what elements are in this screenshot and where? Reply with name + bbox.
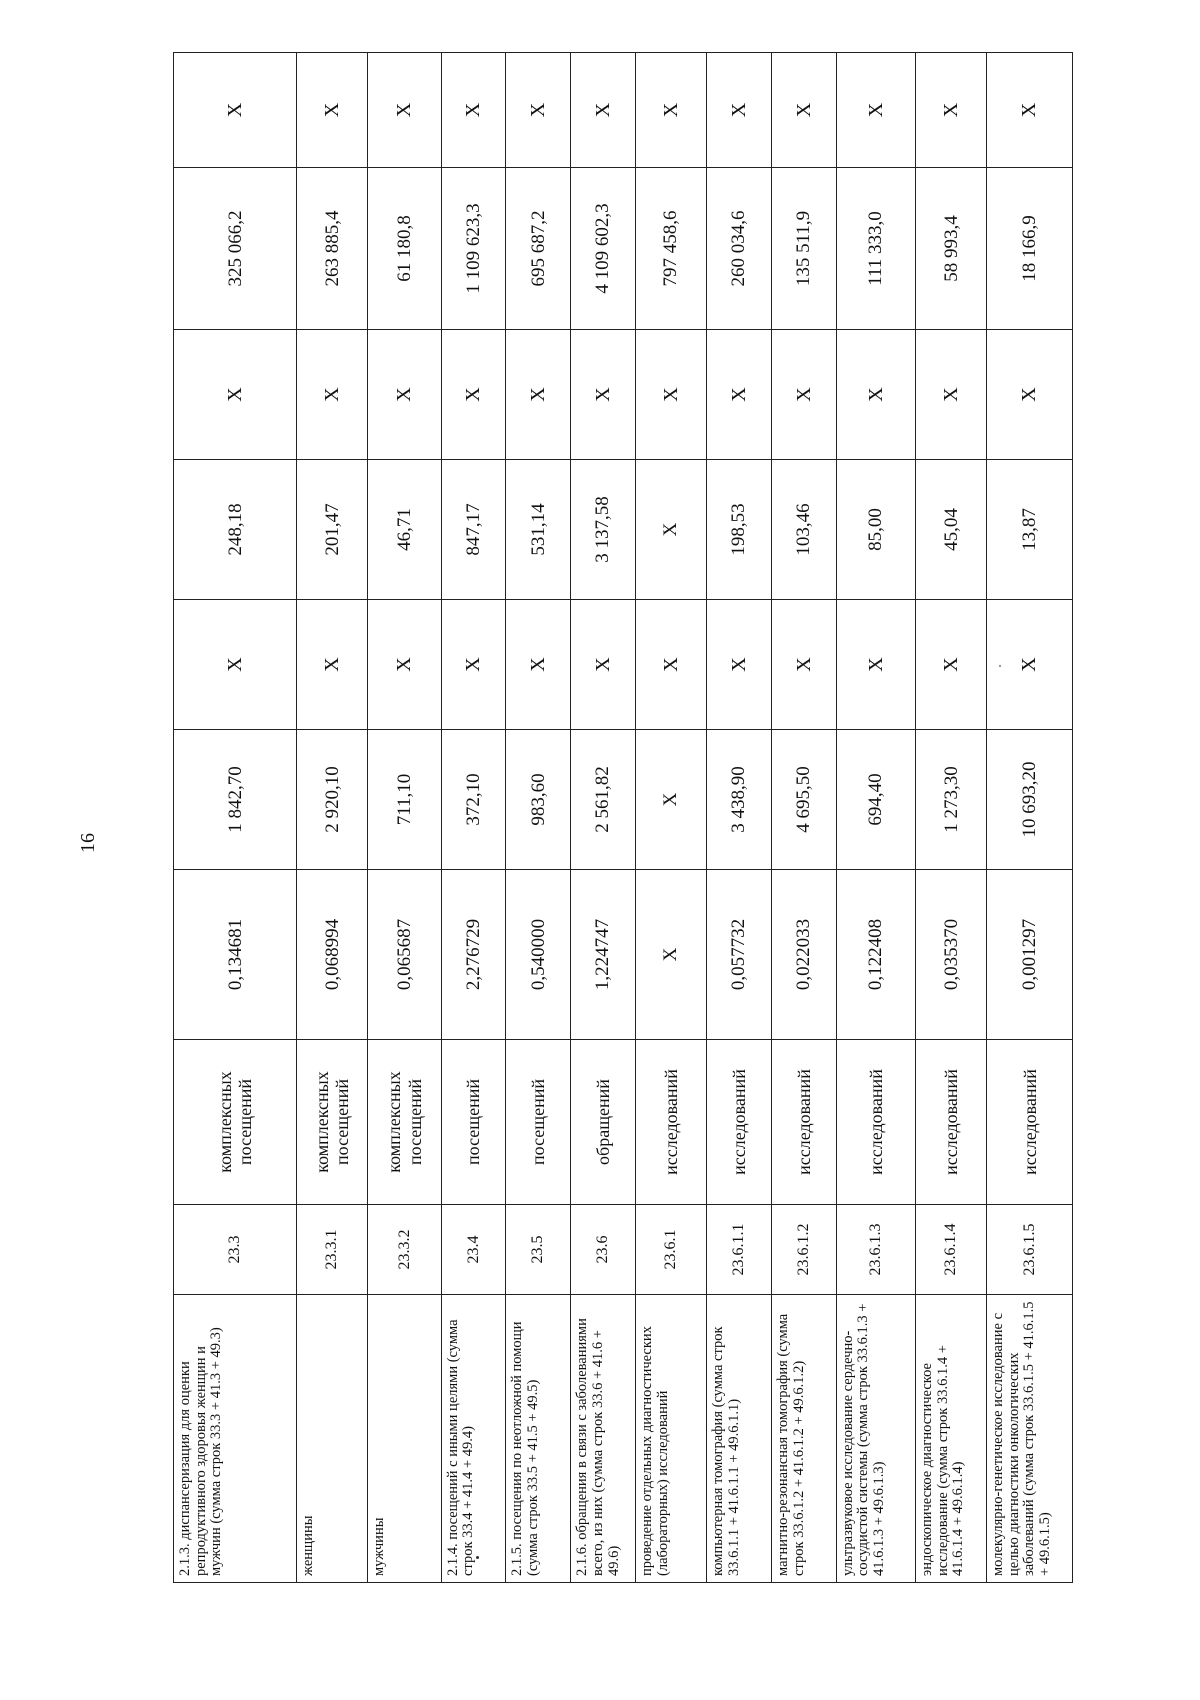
table-row <box>441 53 506 1583</box>
value-cell-3: Х <box>987 600 1073 730</box>
value-cell-3: Х <box>441 600 506 730</box>
row-code-cell: 23.6.1.1 <box>707 1205 772 1295</box>
value-cell-7: Х <box>174 53 297 168</box>
scan-speck <box>476 1556 479 1559</box>
row-name-cell: молекулярно-генетическое исследование с целью диагностики онкологических заболеваний (сумма строк 33.6.1.5 + 41.6.1.5 + 49.6.1.5) <box>987 1295 1073 1583</box>
row-name-cell: 2.1.5. посещения по неотложной помощи (сумма строк 33.5 + 41.5 + 49.5) <box>506 1295 571 1583</box>
value-cell-2: 1 273,30 <box>916 730 987 870</box>
row-name-cell: 2.1.3. диспансеризация для оценки репродуктивного здоровья женщин и мужчин (сумма строк 33.3 + 41.3 + 49.3) <box>174 1295 297 1583</box>
value-cell-7: Х <box>506 53 571 168</box>
value-cell-5: Х <box>836 330 915 460</box>
table-row <box>635 53 706 1583</box>
row-code-cell: 23.3 <box>174 1205 297 1295</box>
value-cell-7: Х <box>368 53 441 168</box>
value-cell-4: 198,53 <box>707 460 772 600</box>
unit-cell: исследований <box>987 1040 1073 1205</box>
row-name-cell: мужчины <box>368 1295 441 1583</box>
row-code-cell: 23.5 <box>506 1205 571 1295</box>
value-cell-4: 46,71 <box>368 460 441 600</box>
data-table <box>173 52 1073 1583</box>
unit-cell: исследований <box>916 1040 987 1205</box>
table-container <box>173 93 1073 1583</box>
table-row <box>174 53 297 1583</box>
unit-cell: исследований <box>707 1040 772 1205</box>
value-cell-3: Х <box>916 600 987 730</box>
table-body <box>174 53 1073 1583</box>
value-cell-2: 4 695,50 <box>771 730 836 870</box>
value-cell-3: Х <box>635 600 706 730</box>
scan-speck <box>999 665 1001 667</box>
value-cell-4: 3 137,58 <box>571 460 636 600</box>
value-cell-3: Х <box>707 600 772 730</box>
value-cell-7: Х <box>916 53 987 168</box>
value-cell-3: Х <box>836 600 915 730</box>
value-cell-6: 135 511,9 <box>771 168 836 330</box>
unit-cell: комплексных посещений <box>297 1040 368 1205</box>
value-cell-1: 0,001297 <box>987 870 1073 1040</box>
value-cell-2: 2 561,82 <box>571 730 636 870</box>
value-cell-6: 1 109 623,3 <box>441 168 506 330</box>
table-row <box>571 53 636 1583</box>
value-cell-5: Х <box>771 330 836 460</box>
value-cell-6: 58 993,4 <box>916 168 987 330</box>
table-row <box>707 53 772 1583</box>
value-cell-6: 4 109 602,3 <box>571 168 636 330</box>
value-cell-4: 847,17 <box>441 460 506 600</box>
value-cell-6: 18 166,9 <box>987 168 1073 330</box>
row-code-cell: 23.6.1.3 <box>836 1205 915 1295</box>
value-cell-1: 0,068994 <box>297 870 368 1040</box>
value-cell-5: Х <box>174 330 297 460</box>
value-cell-7: Х <box>707 53 772 168</box>
value-cell-5: Х <box>571 330 636 460</box>
value-cell-5: Х <box>707 330 772 460</box>
unit-cell: исследований <box>836 1040 915 1205</box>
value-cell-1: 0,122408 <box>836 870 915 1040</box>
value-cell-1: 0,057732 <box>707 870 772 1040</box>
unit-cell: исследований <box>771 1040 836 1205</box>
value-cell-4: 85,00 <box>836 460 915 600</box>
value-cell-2: 3 438,90 <box>707 730 772 870</box>
row-code-cell: 23.6.1 <box>635 1205 706 1295</box>
value-cell-4: 45,04 <box>916 460 987 600</box>
table-row <box>916 53 987 1583</box>
table-row <box>368 53 441 1583</box>
value-cell-1: 0,035370 <box>916 870 987 1040</box>
value-cell-5: Х <box>987 330 1073 460</box>
value-cell-7: Х <box>635 53 706 168</box>
value-cell-1: 0,065687 <box>368 870 441 1040</box>
table-row <box>297 53 368 1583</box>
value-cell-7: Х <box>987 53 1073 168</box>
table-row <box>987 53 1073 1583</box>
value-cell-5: Х <box>368 330 441 460</box>
value-cell-3: Х <box>297 600 368 730</box>
unit-cell: посещений <box>441 1040 506 1205</box>
value-cell-5: Х <box>916 330 987 460</box>
value-cell-4: 13,87 <box>987 460 1073 600</box>
value-cell-6: 61 180,8 <box>368 168 441 330</box>
rotated-table-frame <box>173 93 1073 1583</box>
value-cell-1: 1,224747 <box>571 870 636 1040</box>
value-cell-1: Х <box>635 870 706 1040</box>
row-name-cell: женщины <box>297 1295 368 1583</box>
value-cell-6: 695 687,2 <box>506 168 571 330</box>
value-cell-5: Х <box>297 330 368 460</box>
value-cell-7: Х <box>836 53 915 168</box>
unit-cell: исследований <box>635 1040 706 1205</box>
row-code-cell: 23.3.2 <box>368 1205 441 1295</box>
value-cell-6: 260 034,6 <box>707 168 772 330</box>
row-code-cell: 23.6.1.5 <box>987 1205 1073 1295</box>
unit-cell: комплексных посещений <box>174 1040 297 1205</box>
unit-cell: комплексных посещений <box>368 1040 441 1205</box>
value-cell-3: Х <box>174 600 297 730</box>
value-cell-6: 797 458,6 <box>635 168 706 330</box>
value-cell-3: Х <box>771 600 836 730</box>
value-cell-5: Х <box>506 330 571 460</box>
value-cell-3: Х <box>506 600 571 730</box>
row-name-cell: эндоскопическое диагностическое исследование (сумма строк 33.6.1.4 + 41.6.1.4 + 49.6.1.4) <box>916 1295 987 1583</box>
row-name-cell: магнитно-резонансная томография (сумма строк 33.6.1.2 + 41.6.1.2 + 49.6.1.2) <box>771 1295 836 1583</box>
table-row <box>836 53 915 1583</box>
value-cell-6: 325 066,2 <box>174 168 297 330</box>
page-number: 16 <box>77 833 99 853</box>
value-cell-7: Х <box>441 53 506 168</box>
value-cell-2: Х <box>635 730 706 870</box>
value-cell-1: 0,134681 <box>174 870 297 1040</box>
row-name-cell: 2.1.4. посещений с иными целями (сумма строк 33.4 + 41.4 + 49.4) <box>441 1295 506 1583</box>
value-cell-2: 711,10 <box>368 730 441 870</box>
row-code-cell: 23.6.1.2 <box>771 1205 836 1295</box>
row-name-cell: проведение отдельных диагностических (лабораторных) исследований <box>635 1295 706 1583</box>
row-name-cell: компьютерная томография (сумма строк 33.6.1.1 + 41.6.1.1 + 49.6.1.1) <box>707 1295 772 1583</box>
value-cell-4: Х <box>635 460 706 600</box>
value-cell-2: 372,10 <box>441 730 506 870</box>
value-cell-1: 0,022033 <box>771 870 836 1040</box>
value-cell-6: 263 885,4 <box>297 168 368 330</box>
value-cell-7: Х <box>297 53 368 168</box>
value-cell-4: 103,46 <box>771 460 836 600</box>
value-cell-5: Х <box>441 330 506 460</box>
value-cell-3: Х <box>571 600 636 730</box>
value-cell-4: 531,14 <box>506 460 571 600</box>
row-code-cell: 23.6 <box>571 1205 636 1295</box>
value-cell-1: 2,276729 <box>441 870 506 1040</box>
value-cell-2: 1 842,70 <box>174 730 297 870</box>
value-cell-6: 111 333,0 <box>836 168 915 330</box>
value-cell-4: 248,18 <box>174 460 297 600</box>
value-cell-3: Х <box>368 600 441 730</box>
value-cell-1: 0,540000 <box>506 870 571 1040</box>
value-cell-4: 201,47 <box>297 460 368 600</box>
row-code-cell: 23.6.1.4 <box>916 1205 987 1295</box>
value-cell-5: Х <box>635 330 706 460</box>
row-name-cell: 2.1.6. обращения в связи с заболеваниями всего, из них (сумма строк 33.6 + 41.6 + 49.6) <box>571 1295 636 1583</box>
table-row <box>506 53 571 1583</box>
value-cell-7: Х <box>571 53 636 168</box>
row-code-cell: 23.4 <box>441 1205 506 1295</box>
value-cell-2: 983,60 <box>506 730 571 870</box>
unit-cell: посещений <box>506 1040 571 1205</box>
value-cell-2: 10 693,20 <box>987 730 1073 870</box>
value-cell-7: Х <box>771 53 836 168</box>
value-cell-2: 694,40 <box>836 730 915 870</box>
unit-cell: обращений <box>571 1040 636 1205</box>
table-row <box>771 53 836 1583</box>
row-code-cell: 23.3.1 <box>297 1205 368 1295</box>
value-cell-2: 2 920,10 <box>297 730 368 870</box>
row-name-cell: ультразвуковое исследование сердечно-сосудистой системы (сумма строк 33.6.1.3 + 41.6.1.3 + 49.6.1.3) <box>836 1295 915 1583</box>
